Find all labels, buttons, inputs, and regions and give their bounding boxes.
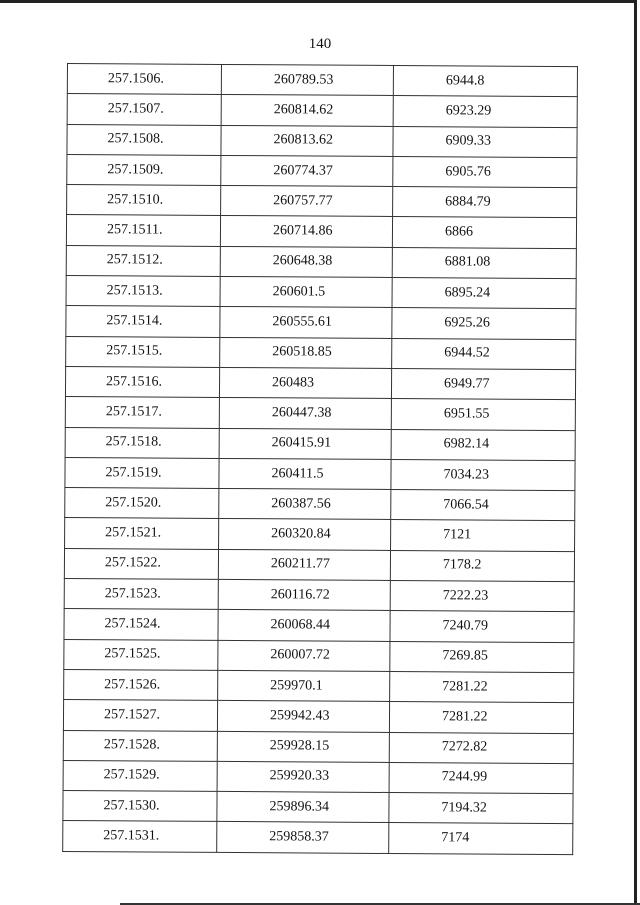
x-coordinate-cell: 260068.44: [218, 610, 390, 641]
y-coordinate-cell: 6866: [392, 217, 576, 248]
y-coordinate-cell: 6951.55: [391, 399, 575, 430]
x-coordinate-cell: 260116.72: [218, 579, 390, 610]
table-row: [67, 94, 577, 127]
y-coordinate-cell: 7281.22: [390, 671, 574, 702]
y-coordinate-cell: 6909.33: [393, 126, 577, 157]
point-id-cell: 257.1530.: [63, 791, 217, 822]
y-coordinate-cell: 6895.24: [392, 278, 576, 309]
point-id-cell: 257.1514.: [66, 306, 220, 337]
table-row: [63, 821, 573, 854]
table-row: [67, 185, 577, 218]
x-coordinate-cell: 260415.91: [219, 428, 391, 459]
x-coordinate-cell: 259942.43: [217, 701, 389, 732]
point-id-cell: 257.1517.: [65, 397, 219, 428]
x-coordinate-cell: 260813.62: [221, 125, 393, 156]
table-row: [64, 609, 574, 642]
table-row: [66, 276, 576, 309]
point-id-cell: 257.1510.: [67, 185, 221, 216]
table-row: [66, 306, 576, 339]
x-coordinate-cell: 259896.34: [217, 792, 389, 823]
y-coordinate-cell: 7194.32: [389, 793, 573, 824]
point-id-cell: 257.1515.: [66, 336, 220, 367]
point-id-cell: 257.1518.: [65, 427, 219, 458]
point-id-cell: 257.1529.: [63, 760, 217, 791]
point-id-cell: 257.1526.: [64, 669, 218, 700]
x-coordinate-cell: 260483: [219, 367, 391, 398]
y-coordinate-cell: 7272.82: [389, 732, 573, 763]
table-row: [64, 548, 574, 581]
point-id-cell: 257.1531.: [63, 821, 217, 852]
y-coordinate-cell: 7281.22: [389, 702, 573, 733]
point-id-cell: 257.1527.: [63, 700, 217, 731]
y-coordinate-cell: 7034.23: [391, 459, 575, 490]
x-coordinate-cell: 260447.38: [219, 398, 391, 429]
point-id-cell: 257.1528.: [63, 730, 217, 761]
point-id-cell: 257.1523.: [64, 579, 218, 610]
table-row: [63, 760, 573, 793]
table-row: [66, 245, 576, 278]
x-coordinate-cell: 260320.84: [219, 519, 391, 550]
table-row: [65, 457, 575, 490]
table-row: [63, 730, 573, 763]
y-coordinate-cell: 7244.99: [389, 762, 573, 793]
y-coordinate-cell: 6949.77: [391, 368, 575, 399]
y-coordinate-cell: 6944.8: [393, 65, 577, 96]
table-row: [66, 215, 576, 248]
scan-border-top: [0, 0, 634, 3]
y-coordinate-cell: 6905.76: [393, 156, 577, 187]
point-id-cell: 257.1507.: [67, 94, 221, 125]
table-row: [67, 124, 577, 157]
x-coordinate-cell: 260757.77: [221, 186, 393, 217]
point-id-cell: 257.1520.: [65, 488, 219, 519]
table-row: [65, 488, 575, 521]
table-row: [64, 579, 574, 612]
point-id-cell: 257.1513.: [66, 276, 220, 307]
x-coordinate-cell: 260789.53: [221, 64, 393, 95]
y-coordinate-cell: 6923.29: [393, 96, 577, 127]
table-row: [64, 669, 574, 702]
x-coordinate-cell: 260601.5: [220, 277, 392, 308]
point-id-cell: 257.1511.: [66, 215, 220, 246]
y-coordinate-cell: 7066.54: [391, 490, 575, 521]
table-row: [65, 366, 575, 399]
x-coordinate-cell: 260211.77: [218, 549, 390, 580]
x-coordinate-cell: 259928.15: [217, 731, 389, 762]
y-coordinate-cell: 7240.79: [390, 611, 574, 642]
x-coordinate-cell: 260714.86: [220, 216, 392, 247]
x-coordinate-cell: 260411.5: [219, 458, 391, 489]
table-row: [66, 336, 576, 369]
point-id-cell: 257.1509.: [67, 154, 221, 185]
x-coordinate-cell: 260387.56: [219, 489, 391, 520]
x-coordinate-cell: 260555.61: [220, 307, 392, 338]
y-coordinate-cell: 7269.85: [390, 641, 574, 672]
point-id-cell: 257.1522.: [64, 548, 218, 579]
x-coordinate-cell: 260648.38: [220, 246, 392, 277]
y-coordinate-cell: 6925.26: [392, 308, 576, 339]
point-id-cell: 257.1508.: [67, 124, 221, 155]
x-coordinate-cell: 259858.37: [217, 822, 389, 853]
table-row: [63, 791, 573, 824]
page-number: 140: [308, 36, 332, 52]
y-coordinate-cell: 6982.14: [391, 429, 575, 460]
point-id-cell: 257.1525.: [64, 639, 218, 670]
point-id-cell: 257.1524.: [64, 609, 218, 640]
point-id-cell: 257.1521.: [65, 518, 219, 549]
table-row: [65, 397, 575, 430]
x-coordinate-cell: 259920.33: [217, 761, 389, 792]
y-coordinate-cell: 6884.79: [393, 187, 577, 218]
x-coordinate-cell: 259970.1: [218, 670, 390, 701]
y-coordinate-cell: 7121: [391, 520, 575, 551]
y-coordinate-cell: 7174: [389, 823, 573, 854]
point-id-cell: 257.1519.: [65, 457, 219, 488]
coordinates-table: [62, 63, 578, 855]
x-coordinate-cell: 260518.85: [220, 337, 392, 368]
y-coordinate-cell: 6944.52: [392, 338, 576, 369]
y-coordinate-cell: 7178.2: [390, 550, 574, 581]
x-coordinate-cell: 260814.62: [221, 95, 393, 126]
y-coordinate-cell: 6881.08: [392, 247, 576, 278]
table-body: [63, 64, 578, 855]
table-row: [64, 639, 574, 672]
table-row: [65, 427, 575, 460]
point-id-cell: 257.1516.: [65, 366, 219, 397]
x-coordinate-cell: 260774.37: [221, 155, 393, 186]
table-row: [65, 518, 575, 551]
table-row: [67, 154, 577, 187]
table-row: [67, 64, 577, 97]
table-row: [63, 700, 573, 733]
x-coordinate-cell: 260007.72: [218, 640, 390, 671]
y-coordinate-cell: 7222.23: [390, 581, 574, 612]
point-id-cell: 257.1512.: [66, 245, 220, 276]
point-id-cell: 257.1506.: [67, 64, 221, 95]
scan-border-right: [634, 0, 637, 905]
